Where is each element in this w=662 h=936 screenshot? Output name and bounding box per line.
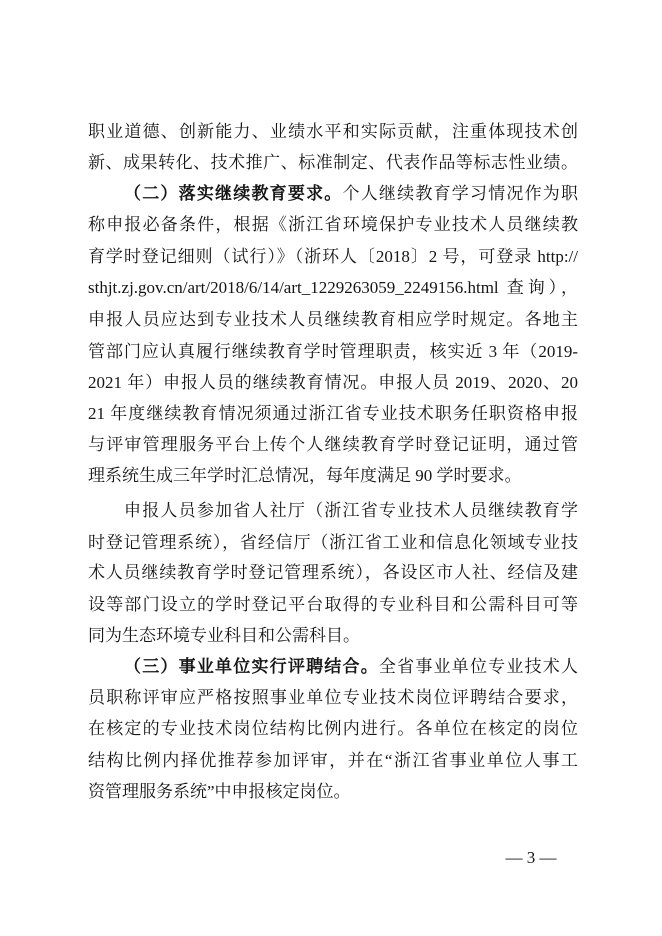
text-line: 时登记管理系统），省经信厅（浙江省工业和信息化领域专业技	[88, 533, 578, 552]
text-line: 员职称评审应严格按照事业单位专业技术岗位评聘结合要求，	[88, 688, 578, 707]
section-heading: （二）落实继续教育要求。	[124, 184, 343, 203]
text-line	[124, 182, 578, 206]
text-line: 管部门应认真履行继续教育学时管理职责，核实近 3 年（2019-	[88, 342, 578, 361]
text-line: 同为生态环境专业科目和公需科目。	[88, 626, 360, 645]
text-line: 育学时登记细则（试行）》（浙环人〔2018〕2 号，可登录 http://	[88, 247, 578, 266]
text-line: 2021 年）申报人员的继续教育情况。申报人员 2019、2020、20	[88, 373, 578, 392]
text-line: 申报人员应达到专业技术人员继续教育相应学时规定。各地主	[88, 310, 578, 329]
text-line: 申报人员参加省人社厅（浙江省专业技术人员继续教育学	[124, 501, 578, 520]
text-line: 21 年度继续教育情况须通过浙江省专业技术职务任职资格申报	[88, 404, 578, 423]
text-line: 职业道德、创新能力、业绩水平和实际贡献，注重体现技术创	[88, 122, 578, 141]
text-line: 新、成果转化、技术推广、标准制定、代表作品等标志性业绩。	[88, 153, 578, 172]
text-line: 与评审管理服务平台上传个人继续教育学时登记证明，通过管	[88, 435, 578, 454]
text-line-rest: 全省事业单位专业技术人	[378, 657, 579, 676]
text-line: sthjt.zj.gov.cn/art/2018/6/14/art_1229263059_2249156.html 查询），	[88, 278, 578, 297]
text-line: 资管理服务系统”中申报核定岗位。	[88, 782, 351, 801]
text-line: 结构比例内择优推荐参加评审，并在“浙江省事业单位人事工	[88, 751, 578, 770]
text-line: 理系统生成三年学时汇总情况，每年度满足 90 学时要求。	[88, 466, 522, 485]
text-line: 术人员继续教育学时登记管理系统），各设区市人社、经信及建	[88, 563, 578, 582]
page-number: — 3 —	[505, 848, 557, 867]
text-line: 设等部门设立的学时登记平台取得的专业科目和公需科目可等	[88, 595, 578, 614]
text-line	[124, 655, 578, 679]
section-heading: （三）事业单位实行评聘结合。	[124, 657, 379, 676]
text-line-rest: 个人继续教育学习情况作为职	[342, 184, 578, 203]
text-line: 称申报必备条件，根据《浙江省环境保护专业技术人员继续教	[88, 215, 578, 234]
text-line: 在核定的专业技术岗位结构比例内进行。各单位在核定的岗位	[88, 719, 578, 738]
